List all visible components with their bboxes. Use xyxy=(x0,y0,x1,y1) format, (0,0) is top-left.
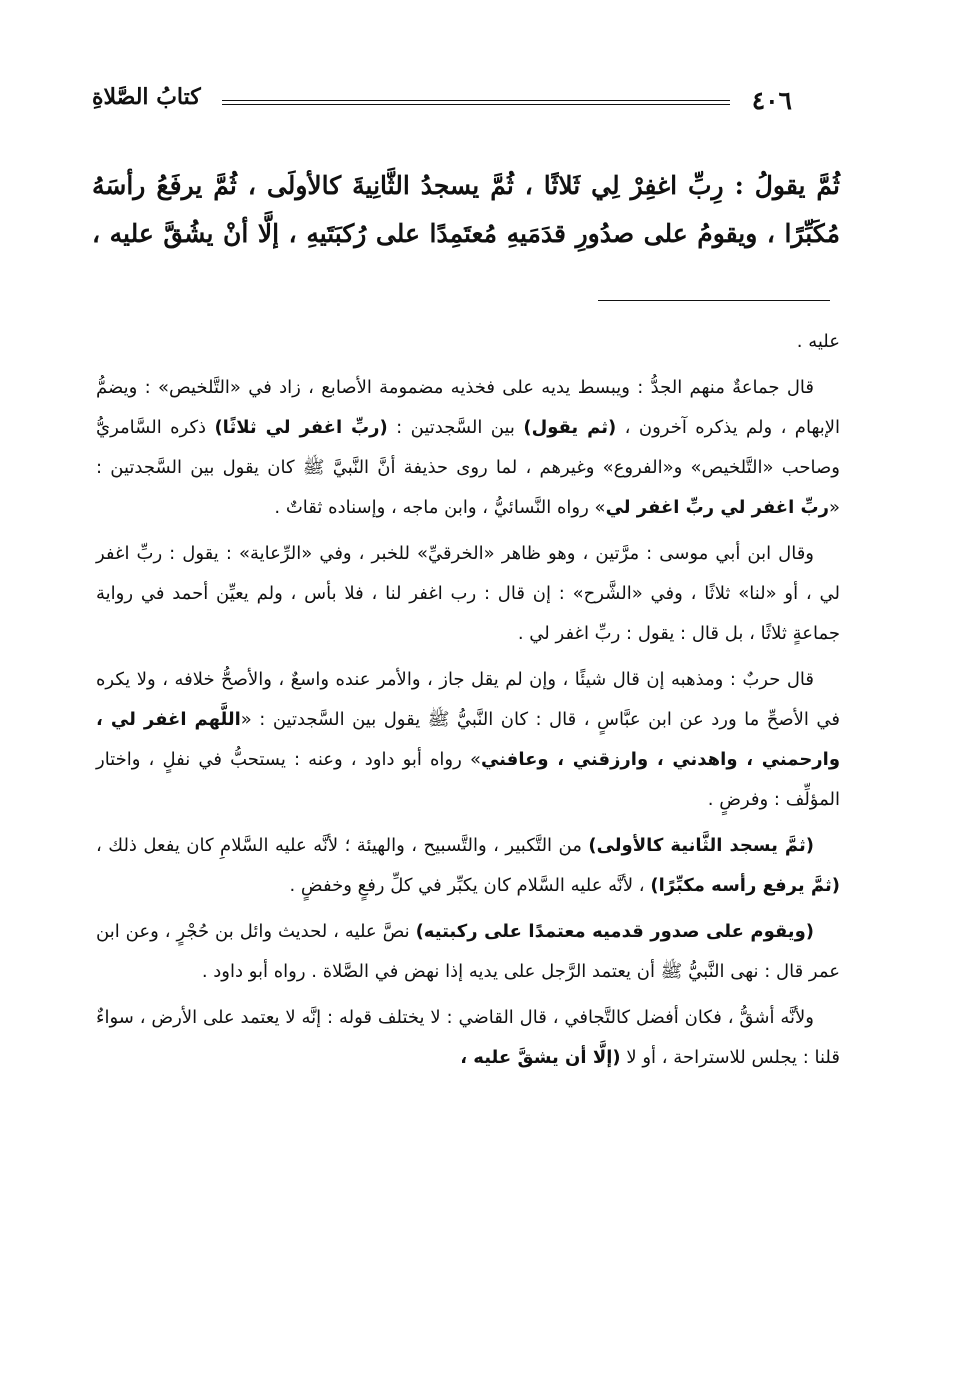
hadith-text: اللَّهم اغفر لي ، وارحمني ، واهدني ، وارزقني ، وعافني xyxy=(96,709,841,770)
quoted-text: (ثمَّ يرفع رأسه مكبِّرًا) xyxy=(650,875,840,896)
text-run: » رواه أبو داود ، وعنه : يستحبُّ في نفلٍ ، واختار المؤلِّف : وفرضٍ . xyxy=(96,749,840,810)
text-run: نصَّ عليه ، لحديث وائل بن حُجْرٍ ، وعن ابن عمر قال : نهى النَّبيُّ ﷺ أن يعتمد الرَّجل على يديه إذا نهض في الصَّلاة . رواه أبو داود . xyxy=(96,921,840,982)
commentary-paragraph-3 xyxy=(96,660,840,820)
text-run: بين السَّجدتين : xyxy=(387,417,524,438)
text-run: ذكره السَّامريُّ وصاحب «التَّلخيص» و«الفروع» وغيرهم ، لما روى حذيفة أنَّ النَّبيَّ ﷺ كان يقول بين السَّجدتين : « xyxy=(96,417,840,518)
hadith-text: ربِّ اغفر لي ربِّ اغفر لي xyxy=(605,497,829,518)
commentary-paragraph-1 xyxy=(96,368,840,528)
quoted-text: (ربِّ اغفر لي ثلاثًا) xyxy=(214,417,388,438)
footnote-separator xyxy=(598,300,830,301)
quoted-text: (ثم يقول) xyxy=(523,417,617,438)
commentary-paragraph-5 xyxy=(96,912,840,992)
quoted-text: (ثمَّ يسجد الثَّانية كالأولى) xyxy=(588,835,814,856)
quoted-text: (ويقوم على صدور قدميه معتمدًا على ركبتيه) xyxy=(415,921,814,942)
running-header xyxy=(92,84,792,118)
page-number: ٤٠٦ xyxy=(751,86,792,115)
text-run: ، لأنَّه عليه السَّلام كان يكبِّر في كلِّ رفعٍ وخفضٍ . xyxy=(289,875,651,896)
commentary-paragraph-6 xyxy=(96,998,840,1078)
commentary-paragraph-0: عليه . xyxy=(796,331,840,352)
quoted-text: (إلَّا أن يشقَّ عليه ، xyxy=(460,1047,621,1068)
text-run: قال حربٌ : ومذهبه إن قال شيئًا ، وإن لم يقل جاز ، والأمر عنده واسعٌ ، والأصحُّ خلافه ، ولا يكره في الأصحِّ ما ورد عن ابن عبَّاسٍ ، قال : كان النَّبيُّ ﷺ يقول بين السَّجدتين : « xyxy=(96,669,841,730)
text-run: ولأنَّه أشقُّ ، فكان أفضل كالتَّجافي ، قال القاضي : لا يختلف قوله : إنَّه لا يعتمد على الأرض ، سواءٌ قلنا : يجلس للاستراحة ، أو لا xyxy=(96,1007,840,1068)
book-title: كتابُ الصَّلاةِ xyxy=(92,84,201,110)
commentary-paragraph-2: وقال ابن أبي موسى : مرَّتين ، وهو ظاهر «الخرقيِّ» للخبر ، وفي «الرِّعاية» : يقول : ربِّ اغفر لي ، أو «لنا» ثلاثًا ، وفي «الشَّرح» : إن قال : رب اغفر لنا ، فلا بأس ، ولم يعيِّن أحمد في رواية جماعةٍ ثلاثًا ، بل قال : يقول : ربِّ اغفر لي . xyxy=(96,543,840,644)
text-run: » رواه النَّسائيُّ ، وابن ماجه ، وإسناده ثقاتٌ . xyxy=(274,497,606,518)
commentary xyxy=(96,322,840,1084)
header-rule xyxy=(222,100,730,105)
commentary-paragraph-4 xyxy=(96,826,840,906)
text-run: قال جماعةٌ منهم الجدُّ : ويبسط يديه على فخذيه مضمومة الأصابع ، زاد في «التَّلخيص» : ويضمُّ الإبهام ، ولم يذكره آخرون ، xyxy=(96,377,841,438)
main-text: ثُمَّ يقولُ : رِبِّ اغفِرْ لِي ثَلاثًا ، ثُمَّ يسجدُ الثَّانِيةَ كالأولَى ، ثُمَّ يرفَعُ رأسَهُ مُكَبِّرًا ، ويقومُ على صدُورِ قدَمَيهِ مُعتَمِدًا على رُكبَتَيهِ ، إلَّا أنْ يشُقَّ عليه ، xyxy=(92,171,840,248)
text-run: من التَّكبير ، والتَّسبيح ، والهيئة ؛ لأنَّه عليه السَّلامِ كان يفعل ذلك ، xyxy=(96,835,589,856)
